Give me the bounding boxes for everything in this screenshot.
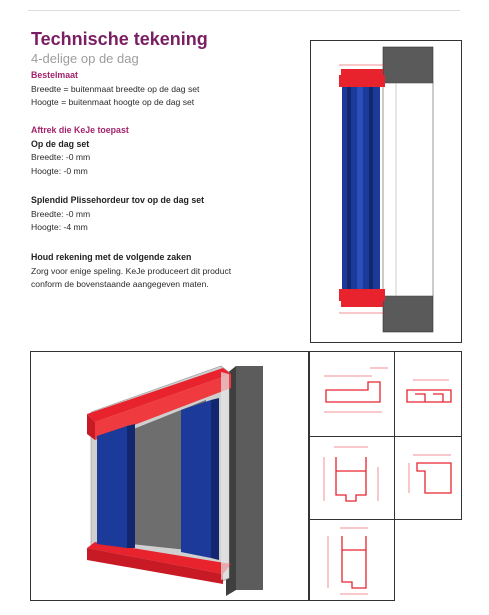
profile-section-1: [309, 351, 395, 437]
front-elevation-drawing: [310, 40, 462, 343]
page-title: Technische tekening: [31, 29, 208, 49]
splendid-section: [31, 194, 204, 235]
rekening-heading: Houd rekening met de volgende zaken: [31, 252, 192, 262]
op-de-dag-hoogte: Hoogte: -0 mm: [31, 165, 88, 176]
profile-section-2: [394, 351, 462, 437]
bestelmaat-breedte-text: Breedte = buitenmaat breedte op de dag set: [31, 83, 200, 94]
bestelmaat-section: [31, 69, 199, 110]
splendid-breedte: Breedte: -0 mm: [31, 208, 91, 219]
profile-section-5: [309, 519, 395, 601]
top-divider: [28, 10, 460, 11]
op-de-dag-heading: Op de dag set: [31, 138, 90, 149]
rekening-section: [31, 251, 231, 292]
aftrek-section: [31, 124, 129, 178]
profile-section-4: [394, 436, 462, 520]
bestelmaat-hoogte-text: Hoogte = buitenmaat hoogte op de dag set: [31, 97, 195, 107]
page-subtitle: 4-delige op de dag: [31, 51, 139, 66]
splendid-hoogte: Hoogte: -4 mm: [31, 222, 88, 232]
bestelmaat-heading: Bestelmaat: [31, 70, 78, 80]
profile-section-3: [309, 436, 395, 520]
splendid-heading: Splendid Plissehordeur tov op de dag set: [31, 195, 205, 205]
perspective-drawing: [30, 351, 309, 601]
op-de-dag-breedte: Breedte: -0 mm: [31, 152, 91, 162]
rekening-line-1: Zorg voor enige speling. KeJe produceert dit product: [31, 265, 232, 276]
rekening-line-2: conform de bovenstaande aangegeven maten.: [31, 279, 209, 289]
aftrek-heading: Aftrek die KeJe toepast: [31, 125, 129, 135]
